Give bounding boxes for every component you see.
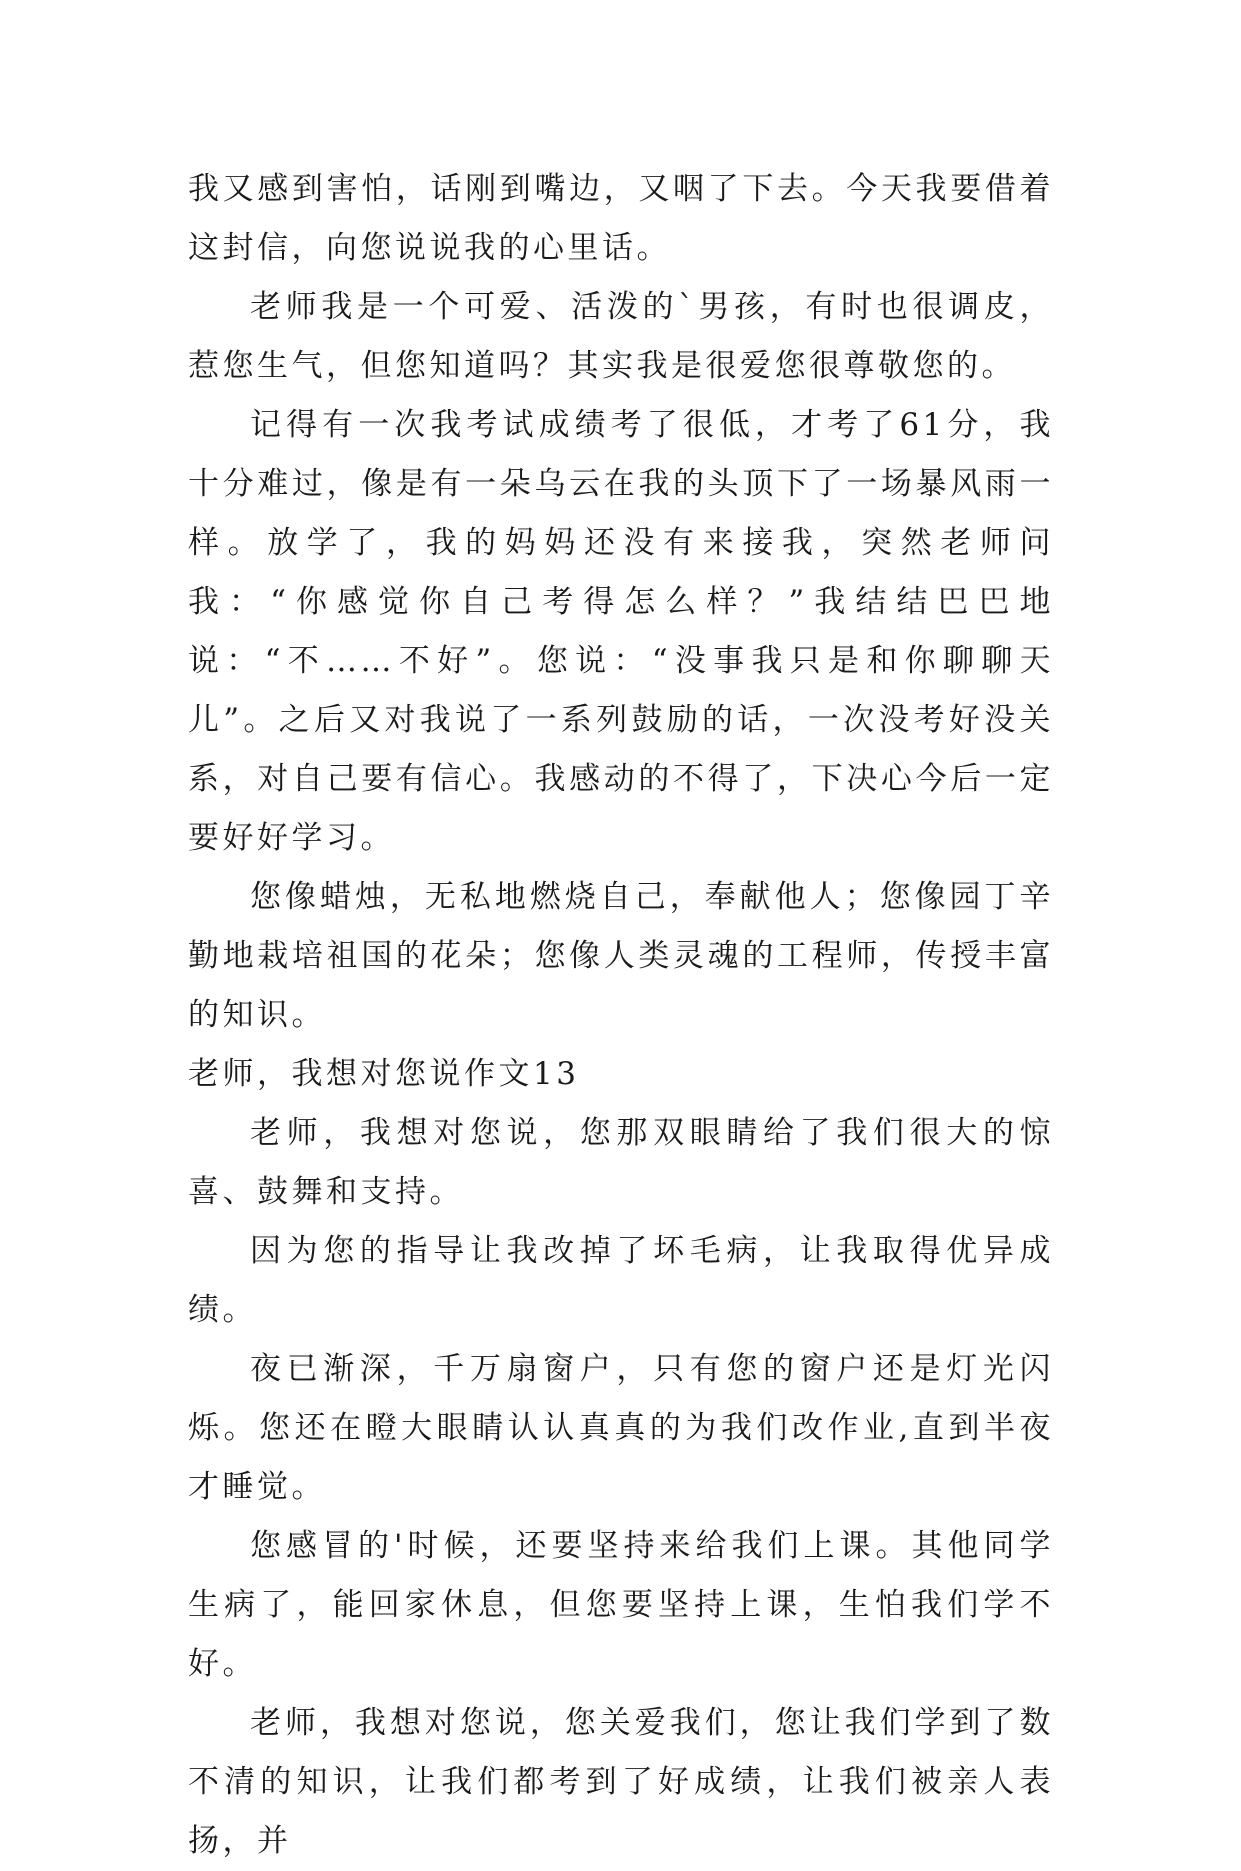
section-heading: 老师，我想对您说作文13 — [188, 1056, 580, 1092]
paragraph-1: 我又感到害怕，话刚到嘴边，又咽了下去。今天我要借着这封信，向您说说我的心里话。 — [188, 171, 1054, 266]
paragraph-2: 老师我是一个可爱、活泼的`男孩，有时也很调皮，惹您生气，但您知道吗？其实我是很爱您很尊敬您的。 — [188, 289, 1054, 384]
paragraph-5: 老师，我想对您说，您那双眼睛给了我们很大的惊喜、鼓舞和支持。 — [188, 1115, 1054, 1210]
paragraph-4: 您像蜡烛，无私地燃烧自己，奉献他人；您像园丁辛勤地栽培祖国的花朵；您像人类灵魂的工程师，传授丰富的知识。 — [188, 879, 1054, 1033]
paragraph-3: 记得有一次我考试成绩考了很低，才考了61分，我十分难过，像是有一朵乌云在我的头顶下了一场暴风雨一样。放学了，我的妈妈还没有来接我，突然老师问我：“你感觉你自己考得怎么样？”我结结巴巴地说：“不……不好”。您说：“没事我只是和你聊聊天儿”。之后又对我说了一系列鼓励的话，一次没考好没关系，对自己要有信心。我感动的不得了，下决心今后一定要好好学习。 — [188, 407, 1054, 856]
paragraph-7: 夜已渐深，千万扇窗户，只有您的窗户还是灯光闪烁。您还在瞪大眼睛认认真真的为我们改作业,直到半夜才睡觉。 — [188, 1351, 1054, 1505]
paragraph-9: 老师，我想对您说，您关爱我们，您让我们学到了数不清的知识，让我们都考到了好成绩，让我们被亲人表扬，并 — [188, 1705, 1054, 1859]
paragraph-8: 您感冒的'时候，还要坚持来给我们上课。其他同学生病了，能回家休息，但您要坚持上课，生怕我们学不好。 — [188, 1528, 1054, 1682]
document-body — [188, 160, 1054, 1871]
paragraph-6: 因为您的指导让我改掉了坏毛病，让我取得优异成绩。 — [188, 1233, 1054, 1328]
